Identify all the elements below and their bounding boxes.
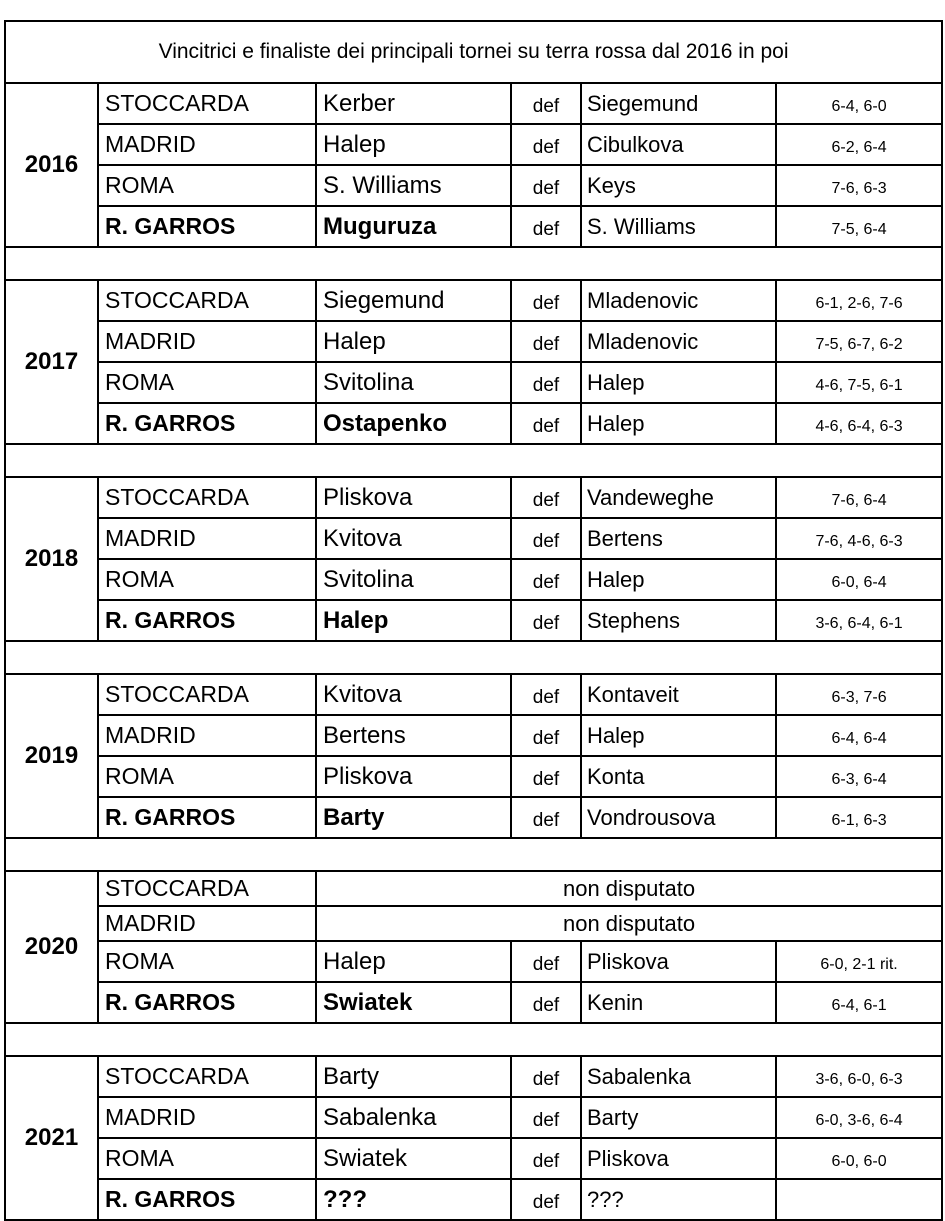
def-label: def [511, 124, 581, 165]
def-label: def [511, 321, 581, 362]
winner-name: Ostapenko [316, 403, 511, 444]
def-label: def [511, 83, 581, 124]
match-score: 4-6, 6-4, 6-3 [776, 403, 942, 444]
finalist-name: S. Williams [581, 206, 776, 247]
table-row [5, 83, 942, 124]
winner-name: Pliskova [316, 477, 511, 518]
def-label: def [511, 1138, 581, 1179]
finalist-name: Bertens [581, 518, 776, 559]
tournament-name: STOCCARDA [98, 83, 316, 124]
finalist-name: Stephens [581, 600, 776, 641]
match-score: 6-1, 2-6, 7-6 [776, 280, 942, 321]
table-row [5, 477, 942, 518]
match-score: 3-6, 6-4, 6-1 [776, 600, 942, 641]
finalist-name: Keys [581, 165, 776, 206]
table-row [5, 403, 942, 444]
winner-name: Barty [316, 797, 511, 838]
def-label: def [511, 982, 581, 1023]
table-row [5, 362, 942, 403]
winner-name: Siegemund [316, 280, 511, 321]
match-score [776, 1179, 942, 1220]
tournament-name: STOCCARDA [98, 477, 316, 518]
def-label: def [511, 600, 581, 641]
match-score: 3-6, 6-0, 6-3 [776, 1056, 942, 1097]
def-label: def [511, 165, 581, 206]
winner-name: Pliskova [316, 756, 511, 797]
tournament-name: STOCCARDA [98, 280, 316, 321]
match-score: 7-5, 6-7, 6-2 [776, 321, 942, 362]
def-label: def [511, 362, 581, 403]
def-label: def [511, 756, 581, 797]
match-score: 7-6, 6-4 [776, 477, 942, 518]
table-row [5, 280, 942, 321]
match-score: 7-6, 6-3 [776, 165, 942, 206]
tournament-name: ROMA [98, 165, 316, 206]
winner-name: Kvitova [316, 674, 511, 715]
year-label: 2016 [5, 83, 98, 247]
match-score: 6-0, 6-4 [776, 559, 942, 600]
def-label: def [511, 477, 581, 518]
winner-name: Barty [316, 1056, 511, 1097]
table-title: Vincitrici e finaliste dei principali tornei su terra rossa dal 2016 in poi [5, 21, 942, 83]
year-label: 2018 [5, 477, 98, 641]
winner-name: Bertens [316, 715, 511, 756]
winner-name: Halep [316, 941, 511, 982]
spacer-cell [5, 444, 942, 477]
spacer-row [5, 641, 942, 674]
match-score: 6-0, 6-0 [776, 1138, 942, 1179]
tournament-name: STOCCARDA [98, 674, 316, 715]
winner-name: Halep [316, 124, 511, 165]
tournament-name: ROMA [98, 756, 316, 797]
tournament-name: ROMA [98, 559, 316, 600]
spacer-row [5, 247, 942, 280]
tournament-name: R. GARROS [98, 982, 316, 1023]
finalist-name: Halep [581, 362, 776, 403]
finalist-name: Vandeweghe [581, 477, 776, 518]
tournament-name: MADRID [98, 1097, 316, 1138]
tournament-name: MADRID [98, 518, 316, 559]
finalist-name: Barty [581, 1097, 776, 1138]
not-played-note: non disputato [316, 906, 942, 941]
finalist-name: Pliskova [581, 941, 776, 982]
tournament-name: R. GARROS [98, 600, 316, 641]
finalist-name: Pliskova [581, 1138, 776, 1179]
def-label: def [511, 280, 581, 321]
spacer-cell [5, 247, 942, 280]
finalist-name: Cibulkova [581, 124, 776, 165]
finalist-name: Sabalenka [581, 1056, 776, 1097]
finalist-name: Halep [581, 403, 776, 444]
table-row [5, 321, 942, 362]
match-score: 6-2, 6-4 [776, 124, 942, 165]
table-row [5, 165, 942, 206]
spacer-row [5, 838, 942, 871]
table-row [5, 206, 942, 247]
table-row [5, 715, 942, 756]
def-label: def [511, 206, 581, 247]
spacer-cell [5, 1023, 942, 1056]
table-row [5, 941, 942, 982]
year-label: 2019 [5, 674, 98, 838]
winner-name: S. Williams [316, 165, 511, 206]
match-score: 6-0, 3-6, 6-4 [776, 1097, 942, 1138]
finalist-name: Halep [581, 715, 776, 756]
finalist-name: Halep [581, 559, 776, 600]
tournament-name: MADRID [98, 715, 316, 756]
winner-name: Swiatek [316, 982, 511, 1023]
tournament-name: R. GARROS [98, 206, 316, 247]
match-score: 6-3, 7-6 [776, 674, 942, 715]
spacer-row [5, 444, 942, 477]
def-label: def [511, 559, 581, 600]
spacer-row [5, 1023, 942, 1056]
table-row [5, 756, 942, 797]
table-row [5, 1179, 942, 1220]
not-played-note: non disputato [316, 871, 942, 906]
def-label: def [511, 1056, 581, 1097]
results-table [4, 20, 943, 1221]
table-row [5, 871, 942, 906]
match-score: 6-4, 6-0 [776, 83, 942, 124]
table-row [5, 124, 942, 165]
year-label: 2020 [5, 871, 98, 1023]
spacer-cell [5, 641, 942, 674]
def-label: def [511, 797, 581, 838]
finalist-name: Konta [581, 756, 776, 797]
tournament-name: STOCCARDA [98, 1056, 316, 1097]
winner-name: ??? [316, 1179, 511, 1220]
winner-name: Swiatek [316, 1138, 511, 1179]
def-label: def [511, 1097, 581, 1138]
finalist-name: Vondrousova [581, 797, 776, 838]
tournament-name: MADRID [98, 906, 316, 941]
finalist-name: Mladenovic [581, 321, 776, 362]
table-row [5, 1056, 942, 1097]
winner-name: Kvitova [316, 518, 511, 559]
winner-name: Kerber [316, 83, 511, 124]
year-label: 2021 [5, 1056, 98, 1220]
match-score: 6-3, 6-4 [776, 756, 942, 797]
winner-name: Muguruza [316, 206, 511, 247]
finalist-name: Kenin [581, 982, 776, 1023]
table-row [5, 518, 942, 559]
winner-name: Sabalenka [316, 1097, 511, 1138]
winner-name: Halep [316, 600, 511, 641]
match-score: 4-6, 7-5, 6-1 [776, 362, 942, 403]
finalist-name: Siegemund [581, 83, 776, 124]
def-label: def [511, 1179, 581, 1220]
tournament-name: MADRID [98, 321, 316, 362]
match-score: 6-0, 2-1 rit. [776, 941, 942, 982]
winner-name: Svitolina [316, 362, 511, 403]
def-label: def [511, 403, 581, 444]
winner-name: Halep [316, 321, 511, 362]
table-row [5, 674, 942, 715]
tournament-name: R. GARROS [98, 797, 316, 838]
table-body [5, 21, 942, 1220]
def-label: def [511, 518, 581, 559]
table-row [5, 797, 942, 838]
tournament-name: ROMA [98, 362, 316, 403]
table-row [5, 1097, 942, 1138]
tournament-name: R. GARROS [98, 403, 316, 444]
tournament-name: ROMA [98, 1138, 316, 1179]
table-row [5, 559, 942, 600]
match-score: 6-4, 6-1 [776, 982, 942, 1023]
table-row [5, 982, 942, 1023]
tournament-name: R. GARROS [98, 1179, 316, 1220]
match-score: 6-4, 6-4 [776, 715, 942, 756]
finalist-name: ??? [581, 1179, 776, 1220]
def-label: def [511, 941, 581, 982]
tournament-name: MADRID [98, 124, 316, 165]
tournament-name: STOCCARDA [98, 871, 316, 906]
def-label: def [511, 674, 581, 715]
spacer-cell [5, 838, 942, 871]
winner-name: Svitolina [316, 559, 511, 600]
tournament-name: ROMA [98, 941, 316, 982]
title-row [5, 21, 942, 83]
year-label: 2017 [5, 280, 98, 444]
finalist-name: Mladenovic [581, 280, 776, 321]
finalist-name: Kontaveit [581, 674, 776, 715]
table-row [5, 1138, 942, 1179]
def-label: def [511, 715, 581, 756]
match-score: 6-1, 6-3 [776, 797, 942, 838]
match-score: 7-5, 6-4 [776, 206, 942, 247]
table-row [5, 600, 942, 641]
table-row [5, 906, 942, 941]
match-score: 7-6, 4-6, 6-3 [776, 518, 942, 559]
